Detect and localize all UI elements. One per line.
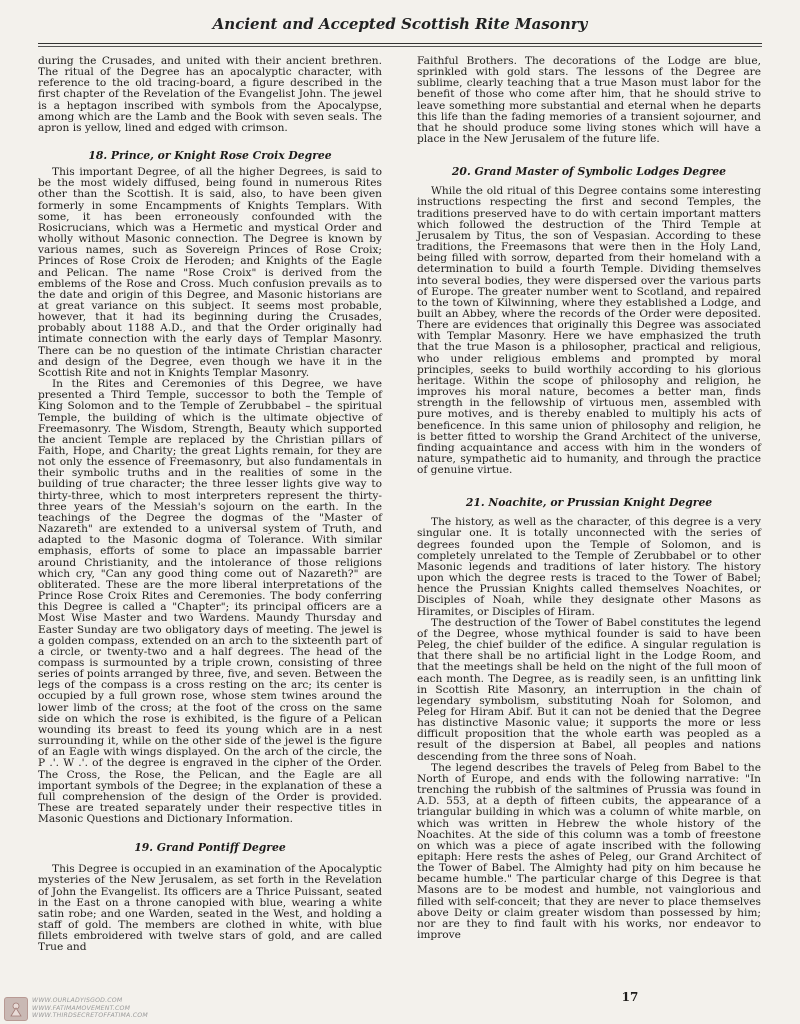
page-header (0, 0, 800, 50)
paragraph: The legend describes the travels of Peleg from Babel to the North of Europe, and ends with the following narrative: "In trenching the rubbish of the saltmines of Prussia was found in A.D. 553, at a depth of fifteen cubits, the appearance of a triangular building in which was a column of white marble, on which was written in Hebrew the whole history of the Noachites. At the side of this column was a tomb of freestone on which was a piece of agate inscribed with the following epitaph: Here rests the ashes of Peleg, our Grand Architect of the Tower of Babel. The Almighty had pity on him because he became humble." The particular charge of this Degree is that Masons are to be modest and humble, not vainglorious and filled with self-conceit; that they are never to place themselves above Deity or claim greater wisdom than possessed by him; nor are they to find fault with his works, nor endeavor to improve (417, 761, 761, 942)
paragraph: This Degree is occupied in an examination of the Apocalyptic mysteries of the New Jerusalem, as set forth in the Revelation of John the Evangelist. Its officers are a Thrice Puissant, seated in the East on a throne canopied with blue, wearing a white satin robe; and one Warden, seated in the West, and holding a staff of gold. The members are clothed in white, with blue fillets embroidered with twelve stars of gold, and are called True and (38, 863, 382, 954)
continued-paragraph: Faithful Brothers. The decorations of the Lodge are blue, sprinkled with gold stars. The lessons of the Degree are sublime, clearly teaching that a true Mason must labor for the benefit of those who come after him, that he should strive to leave something more substantial and eternal when he departs this life than the fading memories of a transient sojourner, and that he should produce some living stones which will have a place in the New Jerusalem of the future life. (417, 55, 761, 146)
paragraph: While the old ritual of this Degree contains some interesting instructions respecting the first and second Temples, the traditions preserved have to do with certain important matters which followed the destruction of the Third Temple at Jerusalem by Titus, the son of Vespasian. According to these traditions, the Freemasons that were then in the Holy Land, being filled with sorrow, departed from their homeland with a determination to build a fourth Temple. Dividing themselves into several bodies, they were dispersed over the various parts of Europe. The greater number went to Scotland, and repaired to the town of Kilwinning, where they established a Lodge, and built an Abbey, where the records of the Order were deposited. There are evidences that originally this Degree was associated with Templar Masonry. Here we have emphasized the truth that the true Mason is a philosopher, practical and religious, who under religious emblems and prompted by moral principles, seeks to build worthily according to his glorious heritage. Within the scope of philosophy and religion, he improves his moral nature, becomes a better man, finds strength in the fellowship of virtuous men, assembled with pure motives, and is thereby enabled to multiply his acts of beneficence. In this same union of philosophy and religion, he is better fitted to worship the Grand Architect of the universe, finding acquaintance and access with him in the wonders of nature, sympathetic aid to humanity, and through the practice of genuine virtue. (417, 185, 761, 477)
paragraph: In the Rites and Ceremonies of this Degree, we have presented a Third Temple, successor to both the Temple of King Solomon and to the Temple of Zerubbabel – the spiritual Temple, the building of which is the ultimate objective of Freemasonry. The Wisdom, Strength, Beauty which supported the ancient Temple are replaced by the Christian pillars of Faith, Hope, and Charity; the great Lights remain, for they are not only the essence of Freemasonry, but also fundamentals in their symbolic truths and in the realities of some in the building of true character; the three lesser lights give way to thirty-three, which to most interpreters represent the thirty-three years of the Messiah's sojourn on the earth. In the teachings of the Degree the dogmas of the "Master of Nazareth" are extended to a universal system of Truth, and adapted to the Masonic dogma of Tolerance. With similar emphasis, efforts of some to place an impassable barrier around Christianity, and the intolerance of those religions which cry, "Can any good thing come out of Nazareth?" are obliterated. These are the more liberal interpretations of the Prince Rose Croix Rites and Ceremonies. The body conferring this Degree is called a "Chapter"; its principal officers are a Most Wise Master and two Wardens. Maundy Thursday and Easter Sunday are two obligatory days of meeting. The jewel is a golden compass, extended on an arch to the sixteenth part of a circle, or twenty-two and a half degrees. The head of the compass is surmounted by a triple crown, consisting of three series of points arranged by three, five, and seven. Between the legs of the compass is a cross resting on the arc; its center is occupied by a full grown rose, whose stem twines around the lower limb of the cross; at the foot of the cross on the same side on which the rose is exhibited, is the figure of a Pelican wounding its breast to feed its young which are in a nest surrounding it, while on the other side of the jewel is the figure of an Eagle with wings displayed. On the arch of the circle, the P .'. W .'. of the degree is engraved in the cipher of the Order. The Cross, the Rose, the Pelican, and the Eagle are all important symbols of the Degree; in the explanation of these a full comprehension of the design of the Order is provided. These are treated separately under their respective titles in Masonic Questions and Dictionary Information. (38, 378, 382, 826)
section-heading-18: 18. Prince, or Knight Rose Croix Degree (88, 149, 332, 163)
paragraph: The history, as well as the character, of this degree is a very singular one. It is totally unconnected with the series of degrees founded upon the Temple of Solomon, and is completely unrelated to the Temple of Zerubbabel or to other Masonic legends and traditions of later history. The history upon which the degree rests is traced to the Tower of Babel; hence the Prussian Knights called themselves Noachites, or Disciples of Noah, while they designate other Masons as Hiramites, or Disciples of Hiram. (417, 516, 761, 618)
footer-link[interactable]: WWW.THIRDSECRETOFFATIMA.COM (32, 1012, 148, 1020)
header-rule-thin (38, 46, 762, 47)
left-column (38, 56, 382, 954)
paragraph: The destruction of the Tower of Babel constitutes the legend of the Degree, whose mythical founder is said to have been Peleg, the chief builder of the edifice. A singular regulation is that there shall be no artificial light in the Lodge Room, and that the meetings shall be held on the night of the full moon of each month. The Degree, as is readily seen, is an unfitting link in Scottish Rite Masonry, an interruption in the chain of legendary symbolism, substituting Noah for Solomon, and Peleg for Hiram Abif. But it can not be denied that the Degree has distinctive Masonic value; it supports the more or less difficult proposition that the whole earth was peopled as a result of the dispersion at Babel, all peoples and nations descending from the three sons of Noah. (417, 616, 761, 763)
section-heading-21: 21. Noachite, or Prussian Knight Degree (465, 496, 713, 510)
header-rule (38, 43, 762, 44)
section-heading-20: 20. Grand Master of Symbolic Lodges Degree (451, 165, 727, 179)
page-number: 17 (621, 990, 639, 1004)
running-title: Ancient and Accepted Scottish Rite Masonry (212, 15, 588, 33)
footer-link[interactable]: WWW.OURLADYISGOD.COM (32, 997, 123, 1004)
section-heading-19: 19. Grand Pontiff Degree (134, 841, 286, 855)
footer-link[interactable]: WWW.FATIMAMOVEMENT.COM (32, 1004, 131, 1012)
footer-watermark (4, 997, 204, 1021)
right-column (417, 56, 761, 941)
paragraph: This important Degree, of all the higher Degrees, is said to be the most widely diffused, being found in numerous Rites other than the Scottish. It is said, also, to have been given formerly in some Encampments of Knights Templars. With some, it has been erroneously confounded with the Rosicrucians, which was a Hermetic and mystical Order and wholly without Masonic connection. The Degree is known by various names, such as Sovereign Princes of Rose Croix; Princes of Rose Croix de Heroden; and Knights of the Eagle and Pelican. The name "Rose Croix" is derived from the emblems of the Rose and Cross. Much confusion prevails as to the date and origin of this Degree, and Masonic historians are at great variance on this subject. It seems most probable, however, that it had its beginning during the Crusades, probably about 1188 A.D., and that the Order originally had intimate connection with the early days of Templar Masonry. There can be no question of the intimate Christian character and design of the Degree, even though we have it in the Scottish Rite and not in Knights Templar Masonry. (38, 166, 382, 379)
fatima-logo-icon (4, 997, 28, 1021)
continued-paragraph: during the Crusades, and united with their ancient brethren. The ritual of the Degree has an apocalyptic character, with reference to the old tracing-board, a figure described in the first chapter of the Revelation of the Evangelist John. The jewel is a heptagon inscribed with symbols from the Apocalypse, among which are the Lamb and the Book with seven seals. The apron is yellow, lined and edged with crimson. (38, 55, 382, 134)
